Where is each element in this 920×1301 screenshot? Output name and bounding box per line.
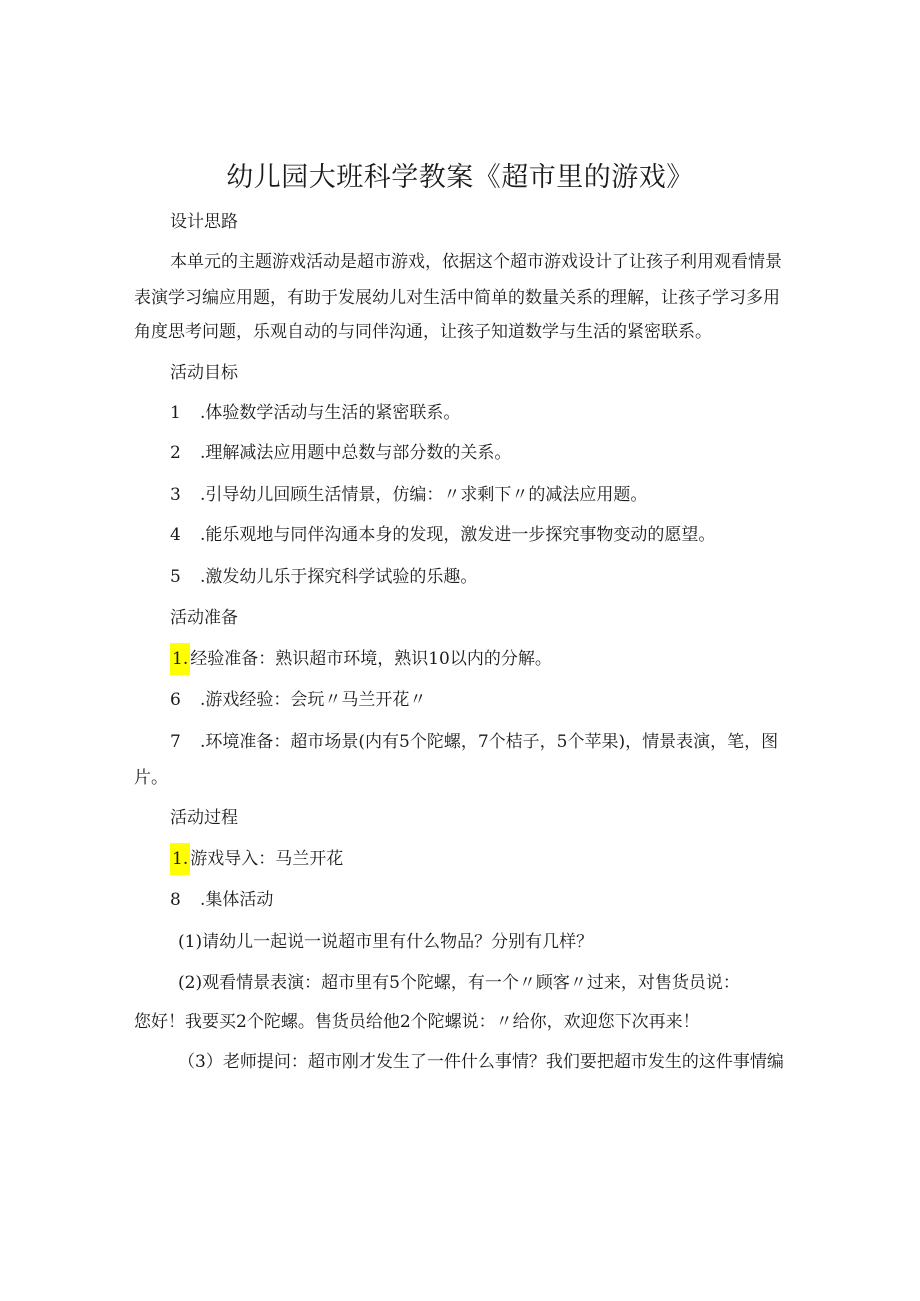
goal-item-2 — [170, 441, 511, 465]
process-item-text: .集体活动 — [200, 890, 274, 910]
prep-heading: 活动准备 — [170, 608, 238, 628]
prep-item-1 — [170, 647, 552, 671]
goal-text: .体验数学活动与生活的紧密联系。 — [200, 403, 461, 423]
design-paragraph-line-1: 本单元的主题游戏活动是超市游戏，依据这个超市游戏设计了让孩子利用观看情景 — [170, 252, 782, 272]
prep-number: 6 — [170, 690, 181, 710]
sub-item-2-line-1: (2)观看情景表演：超市里有5个陀螺，有一个〃顾客〃过来，对售货员说： — [178, 973, 740, 993]
goal-item-3 — [170, 483, 647, 507]
process-heading: 活动过程 — [170, 808, 238, 828]
goal-text: .激发幼儿乐于探究科学试验的乐趣。 — [200, 567, 478, 587]
goal-number: 1 — [170, 403, 181, 423]
goal-text: .理解减法应用题中总数与部分数的关系。 — [200, 443, 512, 463]
goal-item-1 — [170, 401, 460, 425]
prep-item-6 — [170, 688, 426, 712]
goal-text: .能乐观地与同伴沟通本身的发现，激发进一步探究事物变动的愿望。 — [200, 525, 716, 545]
prep-item-7-continuation: 片。 — [134, 768, 168, 788]
sub-item-1: (1)请幼儿一起说一说超市里有什么物品？分别有几样？ — [178, 932, 594, 952]
design-paragraph-line-2: 表演学习编应用题，有助于发展幼儿对生活中简单的数量关系的理解，让孩子学习多用 — [134, 288, 780, 308]
design-heading: 设计思路 — [170, 212, 238, 232]
goal-number: 5 — [170, 567, 181, 587]
sub-item-2-line-2: 您好！我要买2个陀螺。售货员给他2个陀螺说：〃给你，欢迎您下次再来！ — [134, 1012, 700, 1032]
design-paragraph-line-3: 角度思考问题，乐观自动的与同伴沟通，让孩子知道数学与生活的紧密联系。 — [134, 322, 712, 342]
goal-number: 2 — [170, 443, 181, 463]
prep-item-text: .环境准备：超市场景(内有5个陀螺，7个桔子，5个苹果)，情景表演，笔，图 — [200, 732, 779, 752]
prep-item-text: 经验准备：熟识超市环境，熟识10以内的分解。 — [190, 649, 552, 669]
process-item-8 — [170, 888, 273, 912]
highlighted-marker: 1. — [170, 643, 190, 675]
goal-text: .引导幼儿回顾生活情景，仿编：〃求剩下〃的减法应用题。 — [200, 485, 648, 505]
prep-number: 7 — [170, 732, 181, 752]
process-item-text: 游戏导入：马兰开花 — [190, 849, 344, 869]
goal-number: 4 — [170, 525, 181, 545]
goal-number: 3 — [170, 485, 181, 505]
goal-item-4 — [170, 523, 715, 547]
process-item-1 — [170, 847, 343, 871]
process-number: 8 — [170, 890, 181, 910]
sub-item-3: （3）老师提问：超市刚才发生了一件什么事情？我们要把超市发生的这件事情编 — [178, 1052, 784, 1072]
prep-item-text: .游戏经验：会玩〃马兰开花〃 — [200, 690, 427, 710]
document-title: 幼儿园大班科学教案《超市里的游戏》 — [226, 162, 694, 193]
goal-item-5 — [170, 565, 477, 589]
highlighted-marker: 1. — [170, 843, 190, 875]
prep-item-7 — [170, 730, 778, 754]
goals-heading: 活动目标 — [170, 363, 238, 383]
